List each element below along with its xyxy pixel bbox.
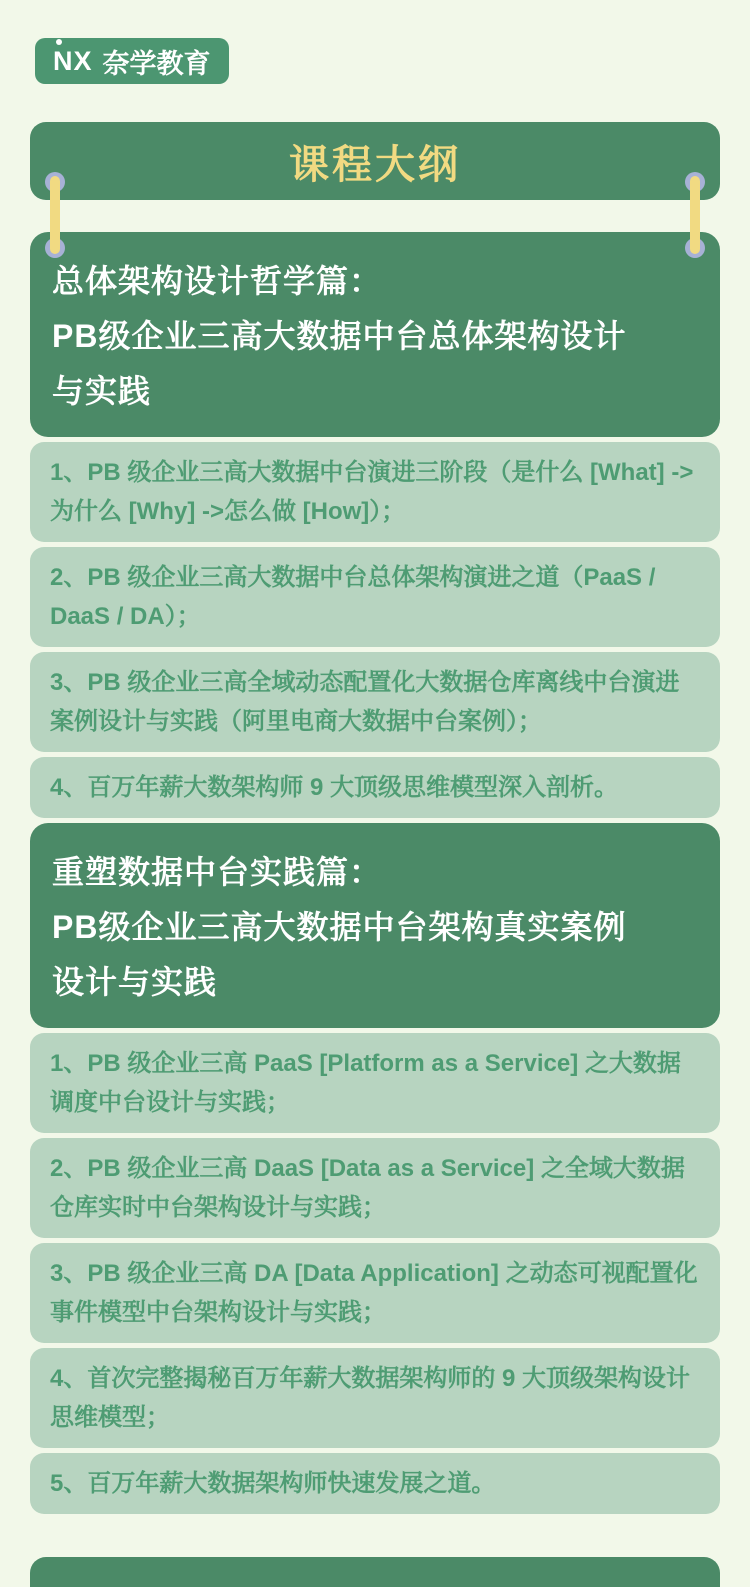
pin-connector-right-icon [685,172,705,258]
outline-content [30,232,720,1519]
page-title: 课程大纲 [289,142,461,187]
list-item: 3、PB 级企业三高全域动态配置化大数据仓库离线中台演进案例设计与实践（阿里电商大数据中台案例）； [30,652,720,752]
section-1-header [30,232,720,437]
list-item: 2、PB 级企业三高大数据中台总体架构演进之道（PaaS / DaaS / DA）； [30,547,720,647]
logo-nx-icon [53,46,93,77]
list-item: 3、PB 级企业三高 DA [Data Application] 之动态可视配置化事件模型中台架构设计与实践； [30,1243,720,1343]
list-item: 5、百万年薪大数据架构师快速发展之道。 [30,1453,720,1514]
list-item: 2、PB 级企业三高 DaaS [Data as a Service] 之全域大数据仓库实时中台架构设计与实践； [30,1138,720,1238]
logo-dot-decoration [56,39,62,45]
section-2-title-line: PB级企业三高大数据中台架构真实案例 [52,909,627,945]
pin-bar-icon [690,176,700,254]
list-item: 4、首次完整揭秘百万年薪大数据架构师的 9 大顶级架构设计思维模型； [30,1348,720,1448]
pin-bar-icon [50,176,60,254]
section-1-title-line: PB级企业三高大数据中台总体架构设计 [52,318,627,354]
list-item: 1、PB 级企业三高 PaaS [Platform as a Service] 之大数据调度中台设计与实践； [30,1033,720,1133]
logo-mark-text: NX [53,45,93,76]
brand-logo [35,38,229,84]
pin-connector-left-icon [45,172,65,258]
section-2-header [30,823,720,1028]
list-item: 4、百万年薪大数架构师 9 大顶级思维模型深入剖析。 [30,757,720,818]
section-1-title-line: 总体架构设计哲学篇： [52,263,383,299]
section-2-title-line: 重塑数据中台实践篇： [52,854,383,890]
section-2-title-line: 设计与实践 [52,964,218,1000]
list-item: 1、PB 级企业三高大数据中台演进三阶段（是什么 [What] -> 为什么 [Why] ->怎么做 [How]）； [30,442,720,542]
section-1-title-line: 与实践 [52,373,152,409]
next-section-cut-off-card [30,1557,720,1587]
logo-brand-name: 奈学教育 [102,48,211,79]
course-outline-banner [30,122,720,200]
